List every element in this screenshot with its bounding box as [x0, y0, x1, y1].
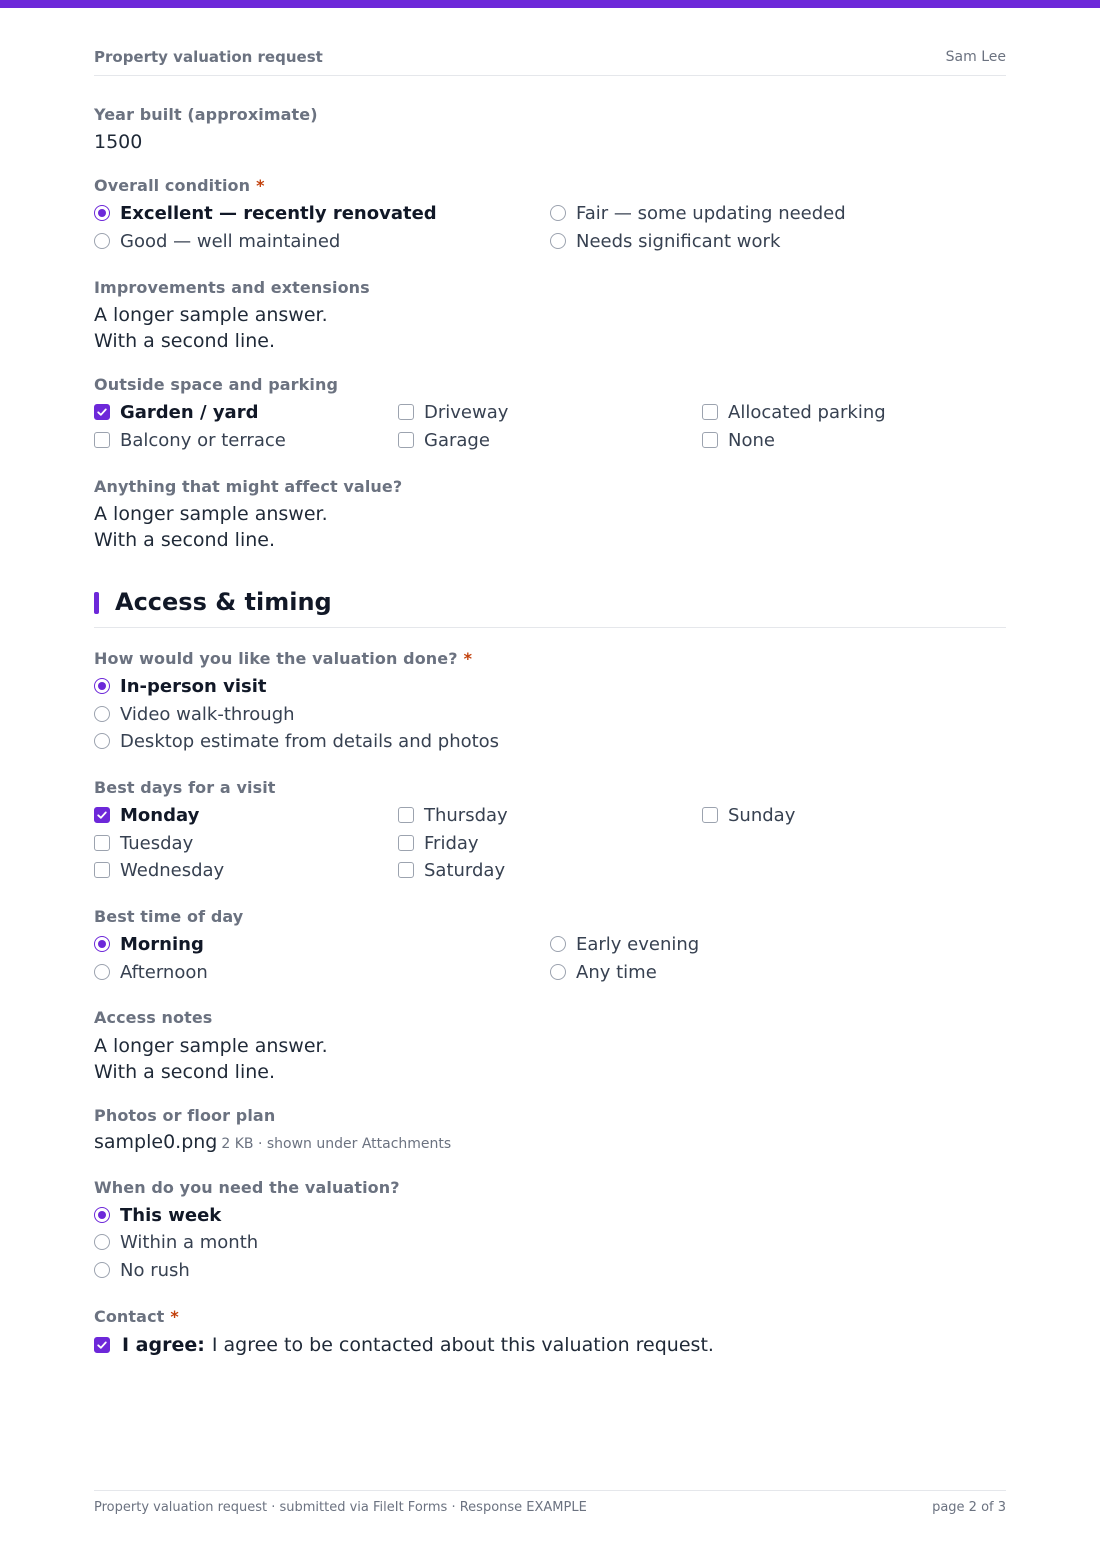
checkbox-option-wednesday[interactable]: Wednesday [94, 858, 224, 882]
radio-option-good[interactable]: Good — well maintained [94, 229, 340, 253]
checkbox-empty-icon [702, 404, 718, 420]
radio-selected-icon [94, 678, 110, 694]
checkbox-option-none[interactable]: None [702, 428, 775, 452]
checkbox-option-allocated-parking[interactable]: Allocated parking [702, 400, 886, 424]
checkbox-option-sunday[interactable]: Sunday [702, 803, 795, 827]
checkbox-empty-icon [94, 862, 110, 878]
radio-empty-icon [94, 964, 110, 980]
answer-access-notes-line-1: A longer sample answer. [94, 1035, 328, 1057]
question-label-contact: Contact * [94, 1307, 179, 1326]
radio-empty-icon [94, 733, 110, 749]
page-footer [94, 1490, 1006, 1520]
radio-option-this-week[interactable]: This week [94, 1203, 221, 1227]
checkbox-option-balcony[interactable]: Balcony or terrace [94, 428, 286, 452]
radio-option-needs-work[interactable]: Needs significant work [550, 229, 780, 253]
radio-empty-icon [550, 964, 566, 980]
question-label-improvements: Improvements and extensions [94, 278, 370, 297]
required-marker: * [256, 176, 265, 195]
checkbox-empty-icon [94, 432, 110, 448]
checkbox-empty-icon [398, 807, 414, 823]
checkbox-option-thursday[interactable]: Thursday [398, 803, 508, 827]
radio-option-within-month[interactable]: Within a month [94, 1230, 258, 1254]
checkbox-option-monday[interactable]: Monday [94, 803, 199, 827]
radio-empty-icon [550, 936, 566, 952]
answer-affect-value-line-2: With a second line. [94, 529, 275, 551]
question-label-best-time: Best time of day [94, 907, 244, 926]
radio-option-excellent[interactable]: Excellent — recently renovated [94, 201, 437, 225]
radio-option-desktop-estimate[interactable]: Desktop estimate from details and photos [94, 729, 499, 753]
page-number: page 2 of 3 [932, 1500, 1006, 1515]
radio-option-fair[interactable]: Fair — some updating needed [550, 201, 846, 225]
question-label-condition: Overall condition * [94, 176, 265, 195]
section-title: Access & timing [115, 588, 332, 616]
answer-improvements-line-2: With a second line. [94, 330, 275, 352]
checkbox-empty-icon [94, 835, 110, 851]
radio-option-any-time[interactable]: Any time [550, 960, 657, 984]
question-label-when-needed: When do you need the valuation? [94, 1178, 400, 1197]
checkbox-option-driveway[interactable]: Driveway [398, 400, 508, 424]
consent-label: I agree: [122, 1334, 205, 1356]
checkbox-empty-icon [702, 807, 718, 823]
checkbox-option-friday[interactable]: Friday [398, 831, 479, 855]
radio-empty-icon [550, 233, 566, 249]
form-title: Property valuation request [94, 48, 323, 66]
check-icon [94, 404, 110, 420]
radio-option-no-rush[interactable]: No rush [94, 1258, 190, 1282]
section-heading-access-timing [94, 590, 1006, 628]
required-marker: * [170, 1307, 179, 1326]
radio-empty-icon [94, 1234, 110, 1250]
attachment-file-name[interactable]: sample0.png [94, 1131, 218, 1153]
question-label-outside-space: Outside space and parking [94, 375, 339, 394]
question-label-valuation-method: How would you like the valuation done? * [94, 649, 473, 668]
checkbox-option-saturday[interactable]: Saturday [398, 858, 505, 882]
checkbox-empty-icon [398, 835, 414, 851]
page-header [94, 48, 1006, 76]
answer-affect-value-line-1: A longer sample answer. [94, 503, 328, 525]
radio-option-morning[interactable]: Morning [94, 932, 204, 956]
radio-empty-icon [94, 1262, 110, 1278]
question-label-access-notes: Access notes [94, 1008, 213, 1027]
accent-top-bar [0, 0, 1100, 8]
question-label-best-days: Best days for a visit [94, 778, 276, 797]
question-label-affect-value: Anything that might affect value? [94, 477, 403, 496]
checkbox-option-garage[interactable]: Garage [398, 428, 490, 452]
answer-year-built: 1500 [94, 131, 143, 153]
attachment-entry [94, 1131, 451, 1153]
checkbox-empty-icon [702, 432, 718, 448]
radio-selected-icon [94, 1207, 110, 1223]
radio-empty-icon [550, 205, 566, 221]
section-accent-bar [94, 592, 99, 614]
answer-access-notes-line-2: With a second line. [94, 1061, 275, 1083]
radio-option-early-evening[interactable]: Early evening [550, 932, 699, 956]
radio-selected-icon [94, 936, 110, 952]
radio-selected-icon [94, 205, 110, 221]
checkbox-empty-icon [398, 862, 414, 878]
respondent-name: Sam Lee [945, 49, 1006, 65]
footer-info: Property valuation request · submitted via FileIt Forms · Response EXAMPLE [94, 1500, 587, 1515]
checkbox-empty-icon [398, 404, 414, 420]
check-icon [94, 807, 110, 823]
radio-option-video[interactable]: Video walk-through [94, 702, 295, 726]
consent-text: I agree to be contacted about this valuation request. [211, 1334, 714, 1356]
contact-consent-checkbox[interactable] [94, 1332, 714, 1358]
radio-empty-icon [94, 233, 110, 249]
radio-empty-icon [94, 706, 110, 722]
radio-option-in-person[interactable]: In-person visit [94, 674, 267, 698]
check-icon [94, 1337, 110, 1353]
required-marker: * [463, 649, 473, 668]
attachment-file-meta: 2 KB · shown under Attachments [221, 1136, 452, 1152]
answer-improvements-line-1: A longer sample answer. [94, 304, 328, 326]
question-label-year-built: Year built (approximate) [94, 105, 318, 124]
checkbox-empty-icon [398, 432, 414, 448]
question-label-photos: Photos or floor plan [94, 1106, 276, 1125]
checkbox-option-tuesday[interactable]: Tuesday [94, 831, 193, 855]
radio-option-afternoon[interactable]: Afternoon [94, 960, 208, 984]
checkbox-option-garden[interactable]: Garden / yard [94, 400, 258, 424]
